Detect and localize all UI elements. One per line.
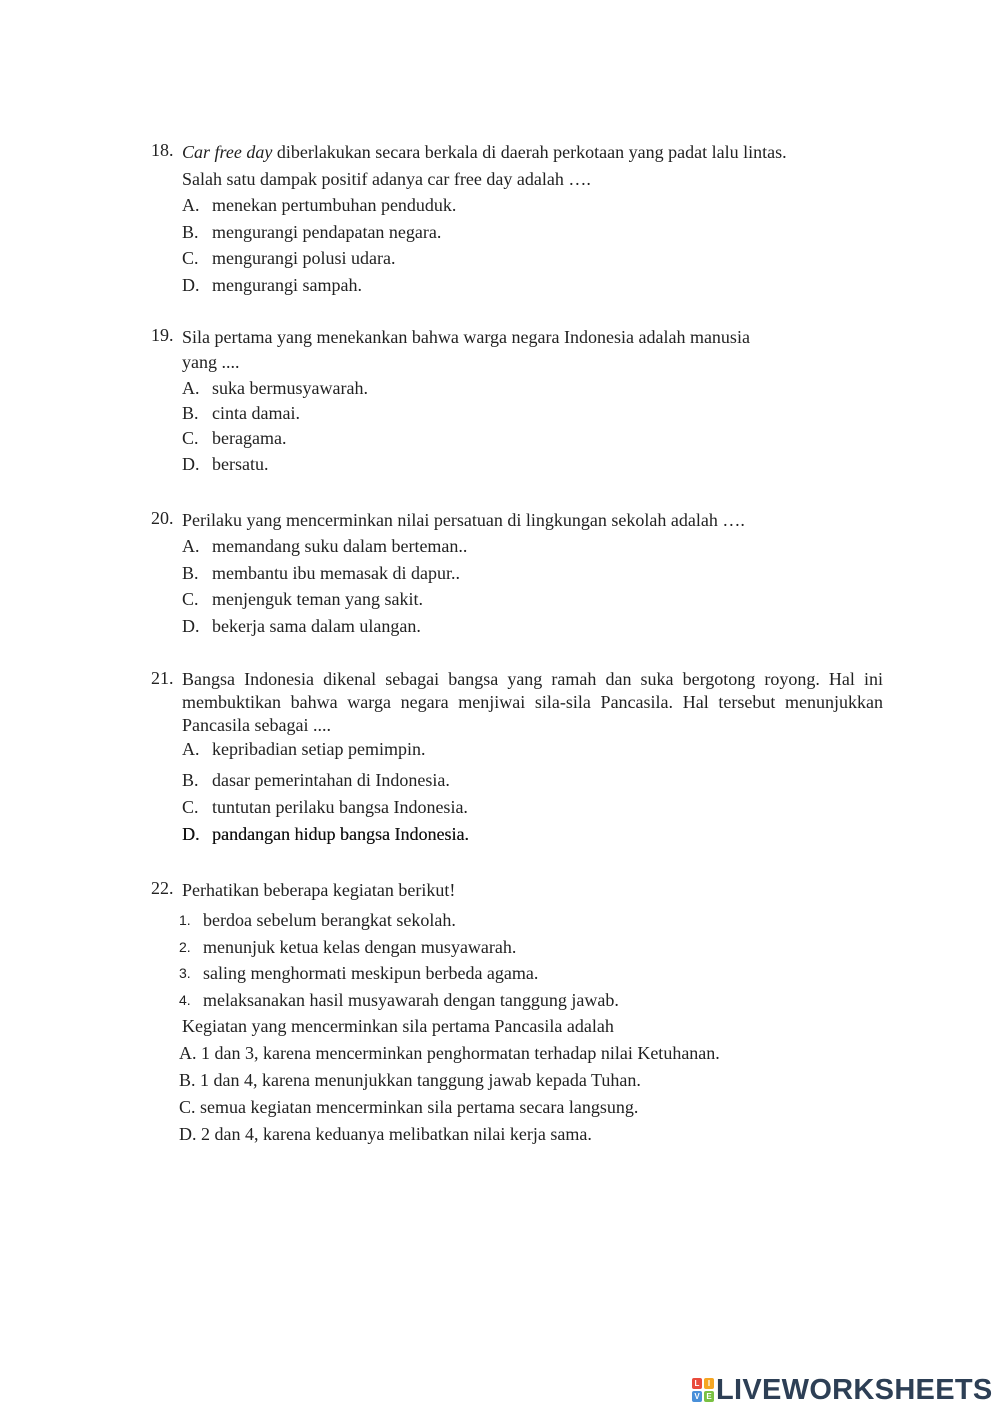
option-a[interactable]: A. memandang suku dalam berteman.. [182,536,468,556]
question-number: 22. [151,878,174,898]
question-stem: Perilaku yang mencerminkan nilai persatuan di lingkungan sekolah adalah …. [182,510,745,530]
logo-text: LIVEWORKSHEETS [716,1373,993,1406]
option-b[interactable]: B. cinta damai. [182,402,300,423]
list-item: 2. menunjuk ketua kelas dengan musyawarah. [179,936,517,957]
activity-list [179,907,883,1013]
question-number: 20. [151,508,174,528]
option-d[interactable]: D. bekerja sama dalam ulangan. [182,615,421,636]
question-prompt: Kegiatan yang mencerminkan sila pertama Pancasila adalah [182,1016,614,1036]
list-item: 1. berdoa sebelum berangkat sekolah. [179,910,456,930]
question-19 [151,325,883,478]
option-b[interactable]: B. dasar pemerintahan di Indonesia. [182,770,450,790]
question-stem-line2: Salah satu dampak positif adanya car free day adalah …. [182,169,591,189]
option-d[interactable]: D. bersatu. [182,454,269,474]
option-a[interactable]: A. kepribadian setiap pemimpin. [182,739,426,759]
question-21 [151,668,883,848]
list-item: 4. melaksanakan hasil musyawarah dengan tanggung jawab. [179,989,619,1010]
option-b[interactable]: B. mengurangi pendapatan negara. [182,221,442,242]
option-c[interactable]: C. mengurangi polusi udara. [182,248,396,268]
option-b[interactable]: B. 1 dan 4, karena menunjukkan tanggung jawab kepada Tuhan. [179,1069,641,1090]
question-number: 19. [151,325,174,345]
question-stem: Sila pertama yang menekankan bahwa warga negara Indonesia adalah manusia [182,327,750,347]
option-c[interactable]: C. semua kegiatan mencerminkan sila pertama secara langsung. [179,1096,639,1117]
option-d[interactable]: D. 2 dan 4, karena keduanya melibatkan nilai kerja sama. [179,1123,592,1144]
option-b[interactable]: B. membantu ibu memasak di dapur.. [182,562,460,583]
option-d[interactable]: D. mengurangi sampah. [182,274,362,295]
list-item: 3. saling menghormati meskipun berbeda agama. [179,963,539,983]
option-d[interactable]: D. pandangan hidup bangsa Indonesia. [182,824,469,844]
question-20 [151,508,883,639]
question-stem: Perhatikan beberapa kegiatan berikut! [182,880,456,900]
question-number: 21. [151,668,174,688]
option-c[interactable]: C. tuntutan perilaku bangsa Indonesia. [182,796,468,817]
option-a[interactable]: A. menekan pertumbuhan penduduk. [182,195,457,215]
option-a[interactable]: A. suka bermusyawarah. [182,378,368,398]
question-stem: Bangsa Indonesia dikenal sebagai bangsa yang ramah dan suka bergotong royong. Hal ini membuktikan bahwa warga negara menjiwai sila-sila Pancasila. Hal tersebut menunjukkan Pancasila sebagai .... [182,669,883,735]
question-stem-line2: yang .... [182,352,240,372]
question-18 [151,140,883,298]
liveworksheets-logo [692,1372,993,1408]
option-a[interactable]: A. 1 dan 3, karena mencerminkan penghormatan terhadap nilai Ketuhanan. [179,1042,720,1063]
question-22 [151,878,883,1148]
question-number: 18. [151,140,174,160]
question-stem: Car free day diberlakukan secara berkala di daerah perkotaan yang padat lalu lintas. [182,142,787,162]
logo-mark-icon: L I V E [692,1378,714,1402]
option-c[interactable]: C. beragama. [182,427,287,448]
option-c[interactable]: C. menjenguk teman yang sakit. [182,589,423,609]
stem-italic-term: Car free day [182,142,273,162]
